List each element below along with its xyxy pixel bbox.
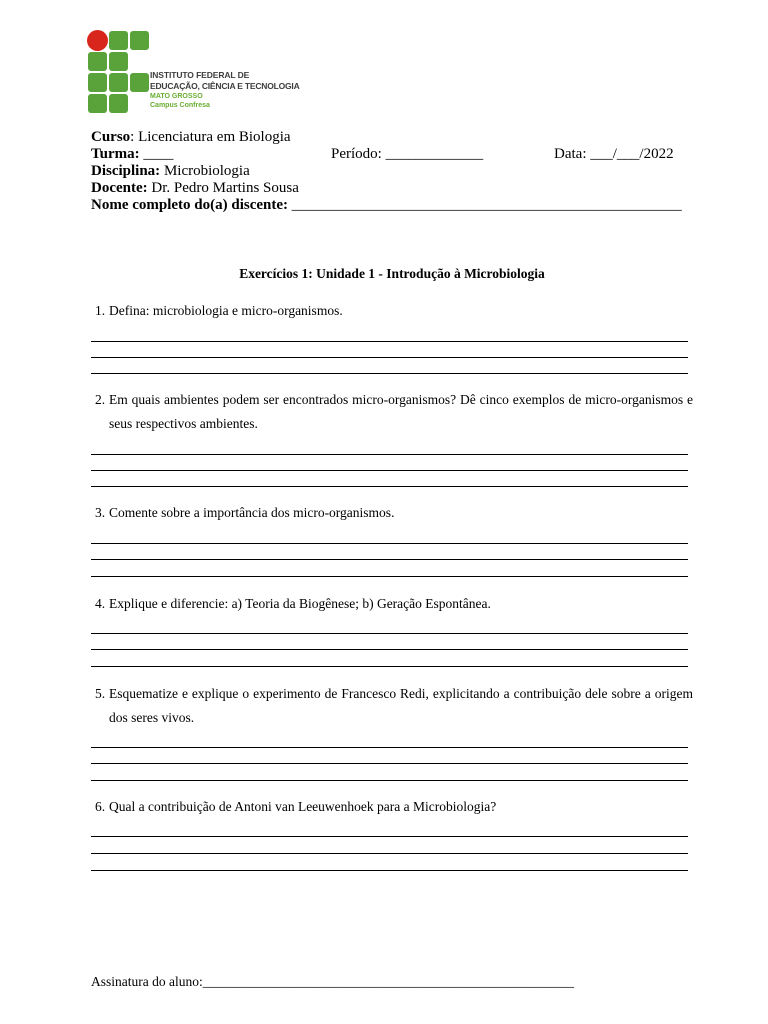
student-name-label: Nome completo do(a) discente: — [91, 197, 289, 213]
question-number: 2. — [95, 392, 106, 407]
question-3 — [91, 501, 693, 525]
answer-line — [91, 870, 688, 871]
question-number: 1. — [95, 303, 106, 318]
answer-line — [91, 780, 688, 781]
question-4 — [91, 592, 693, 616]
course-value: : Licenciatura em Biologia — [130, 129, 291, 145]
logo-square — [88, 73, 107, 92]
answer-line — [91, 357, 688, 358]
answer-line — [91, 341, 688, 342]
question-number: 3. — [95, 505, 106, 520]
logo-square — [88, 52, 107, 71]
answer-line — [91, 633, 688, 634]
answer-line — [91, 373, 688, 374]
answer-line — [91, 559, 688, 560]
question-text: Defina: microbiologia e micro-organismos. — [109, 303, 343, 318]
logo-square — [109, 73, 128, 92]
answer-line — [91, 576, 688, 577]
answer-line — [91, 543, 688, 544]
student-name-field — [91, 197, 682, 214]
logo-line-1: INSTITUTO FEDERAL DE — [150, 70, 250, 80]
exercise-title: Exercícios 1: Unidade 1 - Introdução à Microbiologia — [239, 266, 545, 281]
question-text: Em quais ambientes podem ser encontrados micro-organismos? Dê cinco exemplos de micro-organismos e seus respectivos ambientes. — [109, 392, 693, 431]
question-text: Qual a contribuição de Antoni van Leeuwenhoek para a Microbiologia? — [109, 799, 497, 814]
class-label: Turma: — [91, 146, 140, 162]
question-text: Esquematize e explique o experimento de Francesco Redi, explicitando a contribuição dele sobre a origem dos seres vivos. — [109, 686, 693, 725]
teacher-field — [91, 180, 299, 197]
class-value: ____ — [139, 146, 174, 162]
logo-square — [109, 31, 128, 50]
answer-line — [91, 454, 688, 455]
answer-line — [91, 470, 688, 471]
logo-square — [109, 52, 128, 71]
question-number: 6. — [95, 799, 106, 814]
answer-line — [91, 836, 688, 837]
date-field: Data: ___/___/2022 — [554, 146, 674, 162]
student-name-value: ____________________________________________________ — [288, 197, 682, 213]
question-6 — [91, 795, 693, 819]
course-field — [91, 129, 291, 146]
logo-line-3: MATO GROSSO — [150, 93, 203, 100]
question-number: 5. — [95, 686, 106, 701]
question-text: Comente sobre a importância dos micro-organismos. — [109, 505, 395, 520]
logo-red-circle — [87, 30, 108, 51]
answer-line — [91, 747, 688, 748]
discipline-field — [91, 163, 250, 180]
logo-line-4: Campus Confresa — [150, 102, 210, 109]
institution-logo — [87, 30, 307, 115]
logo-line-2: EDUCAÇÃO, CIÊNCIA E TECNOLOGIA — [150, 81, 300, 91]
answer-line — [91, 649, 688, 650]
answer-line — [91, 763, 688, 764]
discipline-value: Microbiologia — [160, 163, 250, 179]
discipline-label: Disciplina: — [91, 163, 161, 179]
class-field — [91, 146, 173, 163]
teacher-label: Docente: — [91, 180, 148, 196]
student-signature-line: Assinatura do aluno:_______________________________________________________ — [91, 974, 574, 989]
question-5 — [91, 682, 693, 730]
answer-line — [91, 853, 688, 854]
logo-wordmark — [150, 70, 300, 110]
course-label: Curso — [91, 129, 131, 145]
teacher-value: Dr. Pedro Martins Sousa — [147, 180, 299, 196]
logo-square — [109, 94, 128, 113]
answer-line — [91, 486, 688, 487]
logo-square — [88, 94, 107, 113]
logo-square — [130, 31, 149, 50]
question-number: 4. — [95, 596, 106, 611]
answer-line — [91, 666, 688, 667]
question-text: Explique e diferencie: a) Teoria da Biogênese; b) Geração Espontânea. — [109, 596, 491, 611]
period-field: Período: _____________ — [331, 146, 484, 162]
question-1 — [91, 299, 693, 323]
logo-square — [130, 73, 149, 92]
question-2 — [91, 388, 693, 436]
